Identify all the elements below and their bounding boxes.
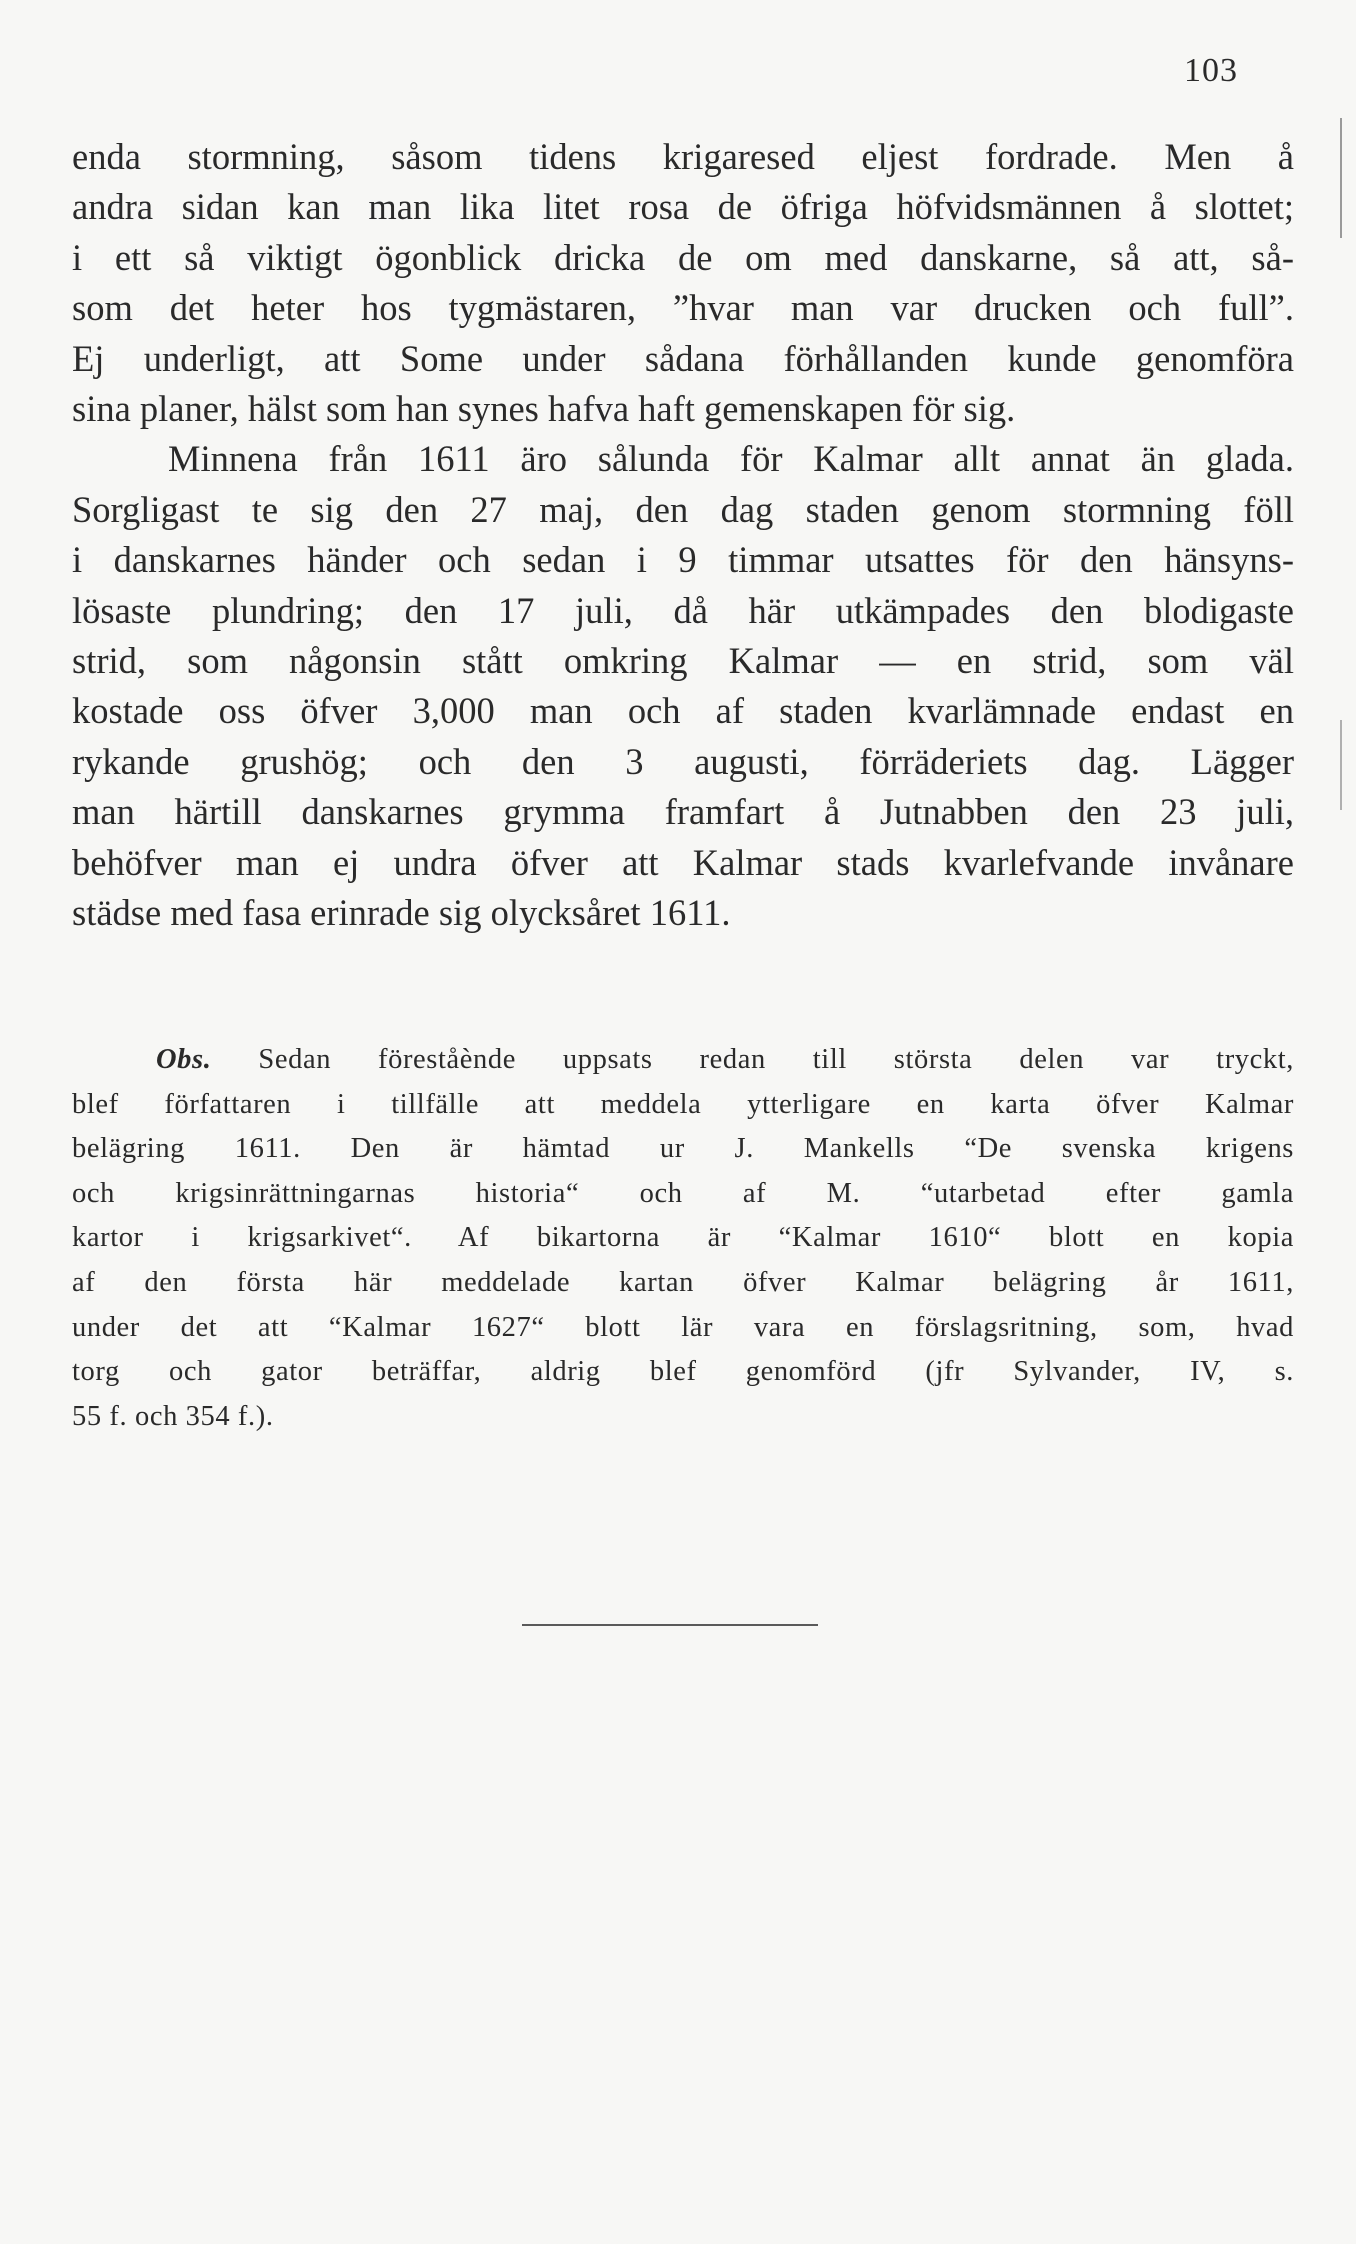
note-line: och krigsinrättningarnas historia“ och af M. “utarbetad efter gamla <box>72 1177 1294 1209</box>
note-line: blef författaren i tillfälle att meddela ytterligare en karta öfver Kalmar <box>72 1088 1294 1120</box>
text-line: städse med fasa erinrade sig olycksåret 1611. <box>72 892 731 934</box>
page-edge-mark <box>1340 720 1342 810</box>
note-line: af den första här meddelade kartan öfver Kalmar belägring år 1611, <box>72 1266 1294 1298</box>
text-line: strid, som någonsin stått omkring Kalmar — en strid, som väl <box>72 640 1294 682</box>
note-text: Sedan föreståènde uppsats redan till största delen var tryckt, <box>258 1044 1294 1075</box>
text-line: i ett så viktigt ögonblick dricka de om med danskarne, så att, så- <box>72 236 1294 278</box>
text-line: rykande grushög; och den 3 augusti, förräderiets dag. Lägger <box>72 740 1294 782</box>
section-divider <box>522 1624 818 1626</box>
main-text-block <box>72 132 1294 939</box>
page-edge-mark <box>1340 118 1342 238</box>
note-line: 55 f. och 354 f.). <box>72 1400 274 1432</box>
text-line: enda stormning, såsom tidens krigaresed eljest fordrade. Men å <box>72 136 1294 177</box>
text-line: Ej underligt, att Some under sådana förhållanden kunde genomföra <box>72 337 1294 379</box>
text-line: Minnena från 1611 äro sålunda för Kalmar allt annat än glada. <box>168 438 1294 480</box>
note-label: Obs. <box>156 1044 212 1075</box>
page-number: 103 <box>1184 52 1238 89</box>
note-first-line <box>72 1038 1294 1083</box>
text-line: sina planer, hälst som han synes hafva haft gemenskapen för sig. <box>72 388 1016 430</box>
text-line: man härtill danskarnes grymma framfart å Jutnabben den 23 juli, <box>72 791 1294 833</box>
note-line: under det att “Kalmar 1627“ blott lär vara en förslagsritning, som, hvad <box>72 1311 1294 1343</box>
text-line: Sorgligast te sig den 27 maj, den dag staden genom stormning föll <box>72 488 1294 530</box>
text-line: som det heter hos tygmästaren, ”hvar man var drucken och full”. <box>72 287 1294 329</box>
footnote-block <box>72 1038 1294 1439</box>
text-line: behöfver man ej undra öfver att Kalmar stads kvarlefvande invånare <box>72 841 1294 883</box>
text-line: i danskarnes händer och sedan i 9 timmar utsattes för den hänsyns- <box>72 539 1294 581</box>
text-line: andra sidan kan man lika litet rosa de öfriga höfvidsmännen å slottet; <box>72 186 1294 228</box>
note-line: torg och gator beträffar, aldrig blef genomförd (jfr Sylvander, IV, s. <box>72 1356 1294 1388</box>
text-line: lösaste plundring; den 17 juli, då här utkämpades den blodigaste <box>72 589 1294 631</box>
text-line: kostade oss öfver 3,000 man och af staden kvarlämnade endast en <box>72 690 1294 732</box>
note-line: kartor i krigsarkivet“. Af bikartorna är “Kalmar 1610“ blott en kopia <box>72 1222 1294 1254</box>
note-line: belägring 1611. Den är hämtad ur J. Mankells “De svenska krigens <box>72 1133 1294 1165</box>
